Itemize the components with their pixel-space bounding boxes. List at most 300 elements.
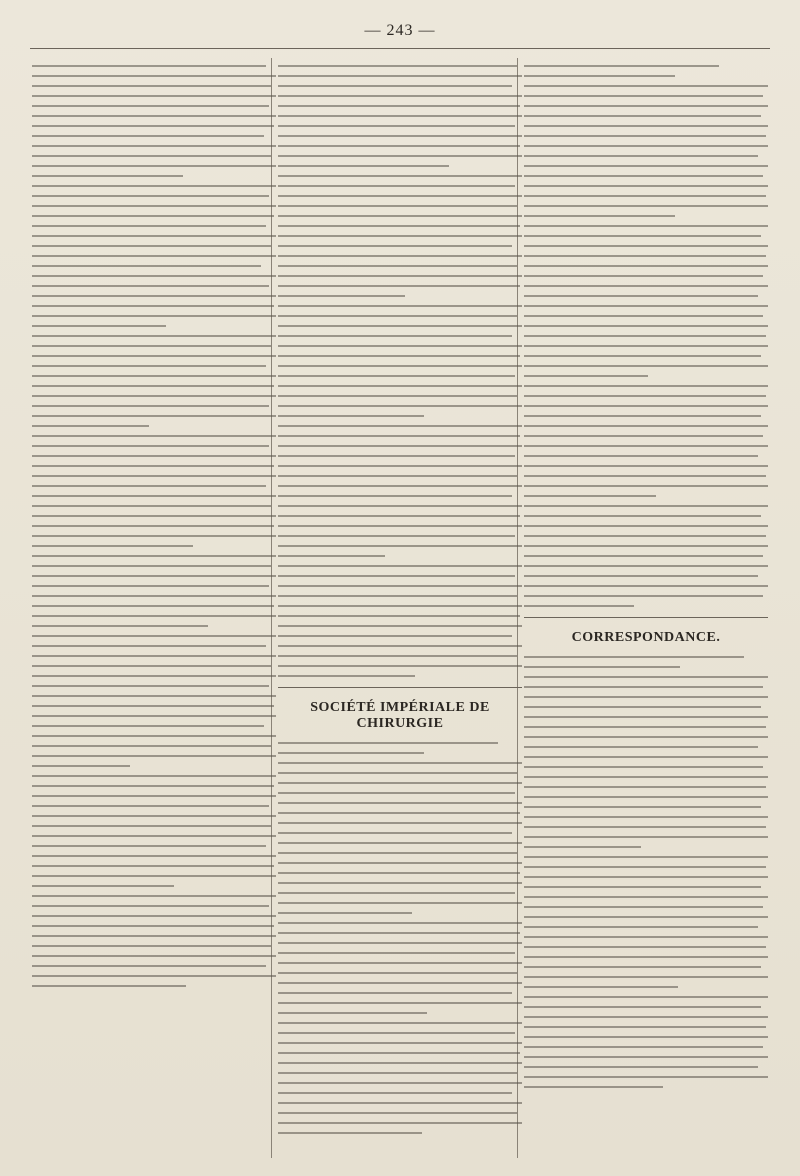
text-line xyxy=(524,936,768,938)
text-line xyxy=(32,95,276,97)
text-line xyxy=(524,996,768,998)
text-line xyxy=(32,825,271,827)
text-line xyxy=(278,415,424,417)
text-line xyxy=(524,195,766,197)
text-line xyxy=(278,862,522,864)
text-line xyxy=(524,455,758,457)
text-line xyxy=(32,915,276,917)
text-line xyxy=(524,75,675,77)
text-line xyxy=(32,535,276,537)
text-line xyxy=(524,415,761,417)
text-line xyxy=(524,666,680,668)
section-rule xyxy=(524,617,768,618)
text-line xyxy=(524,275,763,277)
text-line xyxy=(278,952,515,954)
text-line xyxy=(278,545,522,547)
text-line xyxy=(278,325,522,327)
text-line xyxy=(524,956,768,958)
text-line xyxy=(524,1036,768,1038)
text-line xyxy=(32,715,276,717)
text-line xyxy=(524,155,758,157)
text-line xyxy=(278,872,520,874)
text-line xyxy=(524,145,768,147)
text-line xyxy=(278,425,522,427)
text-line xyxy=(32,875,276,877)
text-line xyxy=(278,95,522,97)
text-line xyxy=(32,885,174,887)
text-line xyxy=(32,595,276,597)
text-line xyxy=(524,696,768,698)
text-paragraph xyxy=(524,656,768,668)
text-line xyxy=(524,525,768,527)
text-line xyxy=(278,802,522,804)
text-line xyxy=(32,575,276,577)
section-rule xyxy=(278,687,522,688)
text-paragraph xyxy=(32,435,276,547)
text-line xyxy=(32,745,271,747)
text-line xyxy=(32,525,274,527)
text-line xyxy=(32,985,186,987)
text-paragraph xyxy=(524,385,768,497)
text-line xyxy=(32,235,276,237)
text-line xyxy=(524,435,763,437)
text-line xyxy=(278,555,385,557)
text-line xyxy=(278,655,517,657)
text-line xyxy=(524,1076,768,1078)
text-line xyxy=(32,255,276,257)
text-line xyxy=(278,832,512,834)
text-line xyxy=(524,866,766,868)
text-line xyxy=(278,265,517,267)
text-line xyxy=(278,255,522,257)
text-line xyxy=(32,415,276,417)
text-line xyxy=(524,716,768,718)
text-line xyxy=(32,455,276,457)
text-line xyxy=(32,365,266,367)
text-line xyxy=(524,215,675,217)
text-line xyxy=(524,345,768,347)
text-line xyxy=(32,145,276,147)
text-line xyxy=(278,135,522,137)
text-line xyxy=(32,835,276,837)
column-middle xyxy=(278,58,522,1158)
text-line xyxy=(278,1122,522,1124)
text-line xyxy=(32,385,274,387)
column-right xyxy=(524,58,768,1158)
text-line xyxy=(524,555,763,557)
text-line xyxy=(32,215,274,217)
text-line xyxy=(278,772,517,774)
text-line xyxy=(278,445,522,447)
column-body-top xyxy=(524,65,768,607)
text-line xyxy=(524,475,766,477)
text-line xyxy=(524,115,761,117)
text-line xyxy=(524,776,768,778)
text-line xyxy=(278,465,522,467)
text-line xyxy=(32,685,269,687)
text-line xyxy=(524,896,768,898)
text-line xyxy=(278,185,515,187)
text-paragraph xyxy=(524,676,768,848)
text-line xyxy=(32,175,183,177)
text-line xyxy=(524,355,761,357)
text-paragraph xyxy=(278,742,522,754)
text-line xyxy=(278,155,522,157)
text-line xyxy=(278,962,522,964)
text-line xyxy=(32,335,276,337)
text-line xyxy=(278,1002,522,1004)
text-line xyxy=(278,595,517,597)
text-line xyxy=(32,495,276,497)
text-line xyxy=(32,955,276,957)
text-line xyxy=(524,826,766,828)
text-line xyxy=(278,435,520,437)
text-paragraph xyxy=(278,922,522,1014)
text-line xyxy=(32,135,264,137)
text-line xyxy=(32,975,276,977)
text-line xyxy=(32,155,271,157)
text-line xyxy=(524,1006,761,1008)
text-line xyxy=(32,225,266,227)
text-line xyxy=(32,585,269,587)
text-line xyxy=(524,986,678,988)
text-line xyxy=(32,705,274,707)
text-line xyxy=(278,235,522,237)
text-line xyxy=(32,305,274,307)
text-paragraph xyxy=(278,762,522,914)
text-line xyxy=(524,836,768,838)
text-line xyxy=(524,445,768,447)
text-line xyxy=(32,515,276,517)
text-paragraph xyxy=(278,305,522,417)
text-line xyxy=(524,1086,663,1088)
text-line xyxy=(524,916,768,918)
text-line xyxy=(278,972,517,974)
text-line xyxy=(524,575,758,577)
text-line xyxy=(32,375,276,377)
text-line xyxy=(32,405,269,407)
text-paragraph xyxy=(32,635,276,767)
text-line xyxy=(524,135,766,137)
text-line xyxy=(278,1082,522,1084)
text-line xyxy=(278,565,522,567)
text-paragraph xyxy=(32,185,276,327)
text-paragraph xyxy=(524,225,768,377)
text-line xyxy=(278,475,517,477)
text-line xyxy=(278,295,405,297)
text-paragraph xyxy=(32,895,276,987)
text-line xyxy=(524,305,768,307)
text-line xyxy=(278,1112,517,1114)
text-line xyxy=(32,125,274,127)
text-line xyxy=(278,375,515,377)
text-line xyxy=(524,125,768,127)
text-line xyxy=(278,1042,522,1044)
text-line xyxy=(32,635,276,637)
text-line xyxy=(32,435,276,437)
text-line xyxy=(32,345,271,347)
text-line xyxy=(278,812,520,814)
text-line xyxy=(524,876,768,878)
text-line xyxy=(524,535,766,537)
text-line xyxy=(278,1022,522,1024)
text-line xyxy=(32,185,276,187)
text-paragraph xyxy=(524,505,768,607)
text-line xyxy=(278,105,520,107)
text-line xyxy=(32,445,269,447)
text-line xyxy=(32,785,274,787)
text-line xyxy=(524,766,763,768)
text-line xyxy=(32,695,276,697)
text-line xyxy=(524,726,766,728)
text-paragraph xyxy=(32,65,276,177)
text-line xyxy=(278,525,522,527)
column-body-bottom xyxy=(278,742,522,1134)
text-line xyxy=(524,245,768,247)
text-line xyxy=(32,605,274,607)
text-line xyxy=(32,285,269,287)
text-line xyxy=(278,992,512,994)
text-line xyxy=(524,806,761,808)
text-line xyxy=(278,752,424,754)
text-line xyxy=(524,225,768,227)
text-line xyxy=(32,765,130,767)
column-left xyxy=(32,58,276,1158)
text-line xyxy=(524,185,768,187)
text-paragraph xyxy=(524,996,768,1088)
text-line xyxy=(32,355,276,357)
text-line xyxy=(524,605,634,607)
text-line xyxy=(32,195,269,197)
text-paragraph xyxy=(278,65,522,167)
text-line xyxy=(524,375,648,377)
text-line xyxy=(32,735,276,737)
text-line xyxy=(278,762,522,764)
text-line xyxy=(524,1026,766,1028)
text-line xyxy=(278,505,522,507)
text-line xyxy=(524,585,768,587)
text-line xyxy=(524,976,768,978)
text-line xyxy=(32,945,271,947)
text-line xyxy=(32,325,166,327)
column-body-top xyxy=(278,65,522,677)
text-line xyxy=(278,605,522,607)
text-line xyxy=(32,935,276,937)
text-line xyxy=(524,495,656,497)
text-line xyxy=(524,405,768,407)
text-line xyxy=(278,225,520,227)
text-line xyxy=(524,175,763,177)
text-line xyxy=(278,315,517,317)
text-line xyxy=(524,255,766,257)
text-line xyxy=(32,905,269,907)
text-line xyxy=(278,635,512,637)
text-line xyxy=(524,656,744,658)
text-line xyxy=(524,1016,768,1018)
text-line xyxy=(32,505,271,507)
text-line xyxy=(524,565,768,567)
text-line xyxy=(524,686,763,688)
text-line xyxy=(278,902,522,904)
text-line xyxy=(278,245,512,247)
text-line xyxy=(32,315,276,317)
text-line xyxy=(278,792,515,794)
text-line xyxy=(278,205,517,207)
text-line xyxy=(32,645,266,647)
text-line xyxy=(278,932,520,934)
text-line xyxy=(278,842,522,844)
text-line xyxy=(524,265,768,267)
text-line xyxy=(278,942,522,944)
text-line xyxy=(32,465,274,467)
text-line xyxy=(278,345,522,347)
text-line xyxy=(524,736,768,738)
text-line xyxy=(524,926,758,928)
text-line xyxy=(278,892,515,894)
text-line xyxy=(278,882,522,884)
text-line xyxy=(524,886,761,888)
text-paragraph xyxy=(524,65,768,77)
text-paragraph xyxy=(278,175,522,297)
text-line xyxy=(32,815,276,817)
text-line xyxy=(278,922,522,924)
text-line xyxy=(524,595,763,597)
text-line xyxy=(278,585,522,587)
text-line xyxy=(278,365,522,367)
text-line xyxy=(524,235,761,237)
text-paragraph xyxy=(278,425,522,557)
text-line xyxy=(32,295,276,297)
text-line xyxy=(32,85,271,87)
text-line xyxy=(278,782,522,784)
text-line xyxy=(524,285,768,287)
text-line xyxy=(32,205,276,207)
text-line xyxy=(32,395,276,397)
text-line xyxy=(278,385,522,387)
text-line xyxy=(524,325,768,327)
text-line xyxy=(32,675,276,677)
text-line xyxy=(32,925,274,927)
text-line xyxy=(278,912,412,914)
text-line xyxy=(278,485,522,487)
text-line xyxy=(278,355,520,357)
text-line xyxy=(278,515,520,517)
text-line xyxy=(278,85,512,87)
text-line xyxy=(32,855,276,857)
text-line xyxy=(524,515,761,517)
text-line xyxy=(524,856,768,858)
text-line xyxy=(278,575,515,577)
text-line xyxy=(32,105,269,107)
text-line xyxy=(278,615,520,617)
text-line xyxy=(524,165,768,167)
text-line xyxy=(32,615,276,617)
text-line xyxy=(524,1056,768,1058)
text-line xyxy=(524,295,758,297)
text-line xyxy=(524,706,761,708)
text-line xyxy=(32,75,276,77)
text-line xyxy=(278,175,522,177)
text-line xyxy=(32,425,149,427)
text-line xyxy=(278,125,515,127)
text-line xyxy=(278,495,512,497)
text-line xyxy=(32,965,266,967)
text-line xyxy=(32,115,276,117)
text-line xyxy=(524,796,768,798)
text-line xyxy=(32,545,193,547)
text-line xyxy=(524,846,641,848)
text-line xyxy=(524,395,766,397)
text-line xyxy=(278,625,522,627)
text-paragraph xyxy=(32,775,276,887)
text-line xyxy=(32,725,264,727)
text-line xyxy=(32,475,276,477)
text-line xyxy=(524,335,766,337)
text-line xyxy=(32,665,271,667)
text-line xyxy=(32,795,276,797)
text-line xyxy=(278,1032,515,1034)
text-paragraph xyxy=(524,85,768,217)
text-line xyxy=(278,395,517,397)
text-line xyxy=(32,895,276,897)
text-line xyxy=(524,816,768,818)
text-line xyxy=(278,1102,522,1104)
text-line xyxy=(278,1052,520,1054)
text-line xyxy=(278,1092,512,1094)
text-line xyxy=(524,205,768,207)
text-line xyxy=(278,1132,422,1134)
page-number: — 243 — xyxy=(364,22,436,39)
text-line xyxy=(524,1046,763,1048)
text-line xyxy=(32,845,266,847)
text-line xyxy=(524,85,768,87)
text-line xyxy=(278,195,522,197)
text-line xyxy=(32,755,276,757)
text-line xyxy=(278,675,415,677)
text-line xyxy=(524,385,768,387)
text-paragraph xyxy=(278,565,522,677)
text-line xyxy=(32,485,266,487)
text-line xyxy=(278,165,449,167)
text-line xyxy=(278,852,517,854)
text-line xyxy=(32,805,269,807)
text-line xyxy=(524,786,766,788)
text-line xyxy=(524,315,763,317)
text-line xyxy=(278,65,517,67)
section-heading-correspondence: CORRESPONDANCE. xyxy=(571,630,721,645)
text-line xyxy=(278,742,498,744)
text-line xyxy=(32,655,276,657)
text-line xyxy=(524,1066,758,1068)
text-line xyxy=(278,1072,517,1074)
text-line xyxy=(524,95,763,97)
text-line xyxy=(278,665,522,667)
text-line xyxy=(524,465,768,467)
text-line xyxy=(278,145,520,147)
text-line xyxy=(278,982,522,984)
text-line xyxy=(32,265,261,267)
text-line xyxy=(524,425,768,427)
text-line xyxy=(32,625,208,627)
column-body-bottom xyxy=(524,656,768,1088)
text-line xyxy=(278,335,512,337)
text-line xyxy=(278,275,522,277)
text-line xyxy=(278,115,522,117)
text-line xyxy=(524,365,768,367)
text-line xyxy=(524,746,758,748)
text-line xyxy=(524,105,768,107)
text-paragraph xyxy=(524,856,768,988)
